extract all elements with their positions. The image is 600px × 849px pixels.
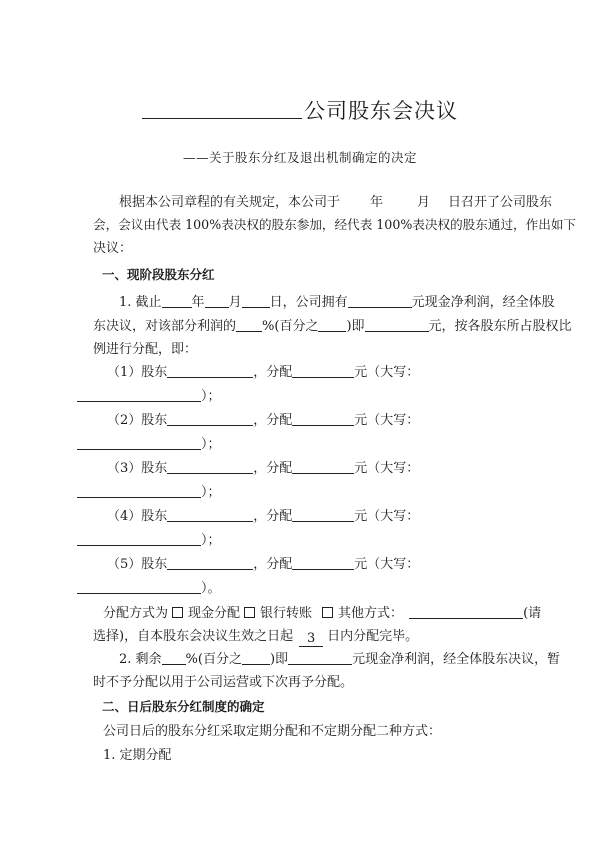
amount-in-words-blank[interactable] — [77, 531, 201, 546]
amount-in-words-blank[interactable] — [77, 483, 201, 498]
shareholder-name-blank[interactable] — [167, 411, 253, 426]
shareholder-amount-blank[interactable] — [292, 459, 354, 474]
section2-heading: 二、日后股东分红制度的确定 — [102, 699, 265, 714]
cash-checkbox[interactable] — [172, 607, 183, 618]
item1-line-2: 东决议，对该部分利润的 %(百分之 )即 元，按各股东所占股权比 — [93, 319, 572, 334]
distribution-method-line-1: 分配方式为 现金分配 银行转账 其他方式： (请 — [103, 606, 542, 621]
intro-line-1: 根据本公司章程的有关规定，本公司于 年 月 日召开了公司股东 — [119, 195, 553, 210]
item2-line-1: 2. 剩余 %(百分之 )即 元现金净利润，经全体股东决议，暂 — [119, 652, 561, 667]
amount-in-words-blank[interactable] — [77, 435, 201, 450]
subtitle: ——关于股东分红及退出机制确定的决定 — [182, 150, 417, 165]
shareholder-row-3-capital: ）； — [77, 481, 221, 500]
amount-in-words-blank[interactable] — [77, 579, 201, 594]
page-title: 公司股东会决议 — [0, 95, 600, 125]
shareholder-name-blank[interactable] — [167, 555, 253, 570]
amount-in-words-blank[interactable] — [77, 387, 201, 402]
shareholder-row-4: （4）股东 ，分配 元（大写： — [107, 509, 420, 524]
shareholder-row-2-capital: ）； — [77, 433, 221, 452]
item1-line-3: 例进行分配，即： — [93, 342, 198, 357]
cutoff-month-blank[interactable] — [205, 293, 229, 308]
shareholder-row-1-capital: ）； — [77, 385, 221, 404]
percent-words-blank[interactable] — [318, 317, 346, 332]
cutoff-day-blank[interactable] — [242, 293, 270, 308]
shareholder-name-blank[interactable] — [167, 363, 253, 378]
shareholder-amount-blank[interactable] — [292, 363, 354, 378]
remaining-amount-blank[interactable] — [288, 650, 352, 665]
shareholder-name-blank[interactable] — [167, 507, 253, 522]
remaining-percent-blank[interactable] — [162, 650, 186, 665]
intro-line-3: 决议： — [93, 241, 133, 256]
remaining-percent-words-blank[interactable] — [242, 650, 270, 665]
distribution-method-line-2: 选择)，自本股东会决议生效之日起 3 日内分配完毕。 — [93, 629, 419, 646]
shareholder-row-4-capital: ）； — [77, 529, 221, 548]
company-name-blank[interactable] — [142, 100, 302, 119]
item2-line-2: 时不予分配以用于公司运营或下次再予分配。 — [93, 675, 354, 690]
shareholder-amount-blank[interactable] — [292, 507, 354, 522]
cutoff-year-blank[interactable] — [162, 293, 192, 308]
other-method-checkbox[interactable] — [322, 607, 333, 618]
shareholder-row-3: （3）股东 ，分配 元（大写： — [107, 461, 420, 476]
payout-days-value[interactable]: 3 — [299, 632, 323, 647]
shareholder-amount-blank[interactable] — [292, 411, 354, 426]
percent-blank[interactable] — [236, 317, 262, 332]
section2-intro: 公司日后的股东分红采取定期分配和不定期分配二种方式： — [103, 724, 442, 739]
distribution-amount-blank[interactable] — [365, 317, 429, 332]
net-profit-blank[interactable] — [348, 293, 412, 308]
shareholder-row-5: （5）股东 ，分配 元（大写： — [107, 557, 420, 572]
shareholder-amount-blank[interactable] — [292, 555, 354, 570]
shareholder-name-blank[interactable] — [167, 459, 253, 474]
item1-line-1: 1. 截止 年 月 日，公司拥有 元现金净利润，经全体股 — [119, 295, 555, 310]
intro-line-2: 会，会议由代表 100%表决权的股东参加，经代表 100%表决权的股东通过，作出如下 — [93, 217, 577, 232]
shareholder-row-1: （1）股东 ，分配 元（大写： — [107, 365, 420, 380]
shareholder-row-2: （2）股东 ，分配 元（大写： — [107, 413, 420, 428]
section1-heading: 一、现阶段股东分红 — [102, 267, 215, 282]
other-method-blank[interactable] — [409, 604, 523, 619]
section2-item1: 1. 定期分配 — [103, 748, 172, 763]
shareholder-row-5-capital: ）。 — [77, 577, 221, 596]
bank-transfer-checkbox[interactable] — [244, 607, 255, 618]
